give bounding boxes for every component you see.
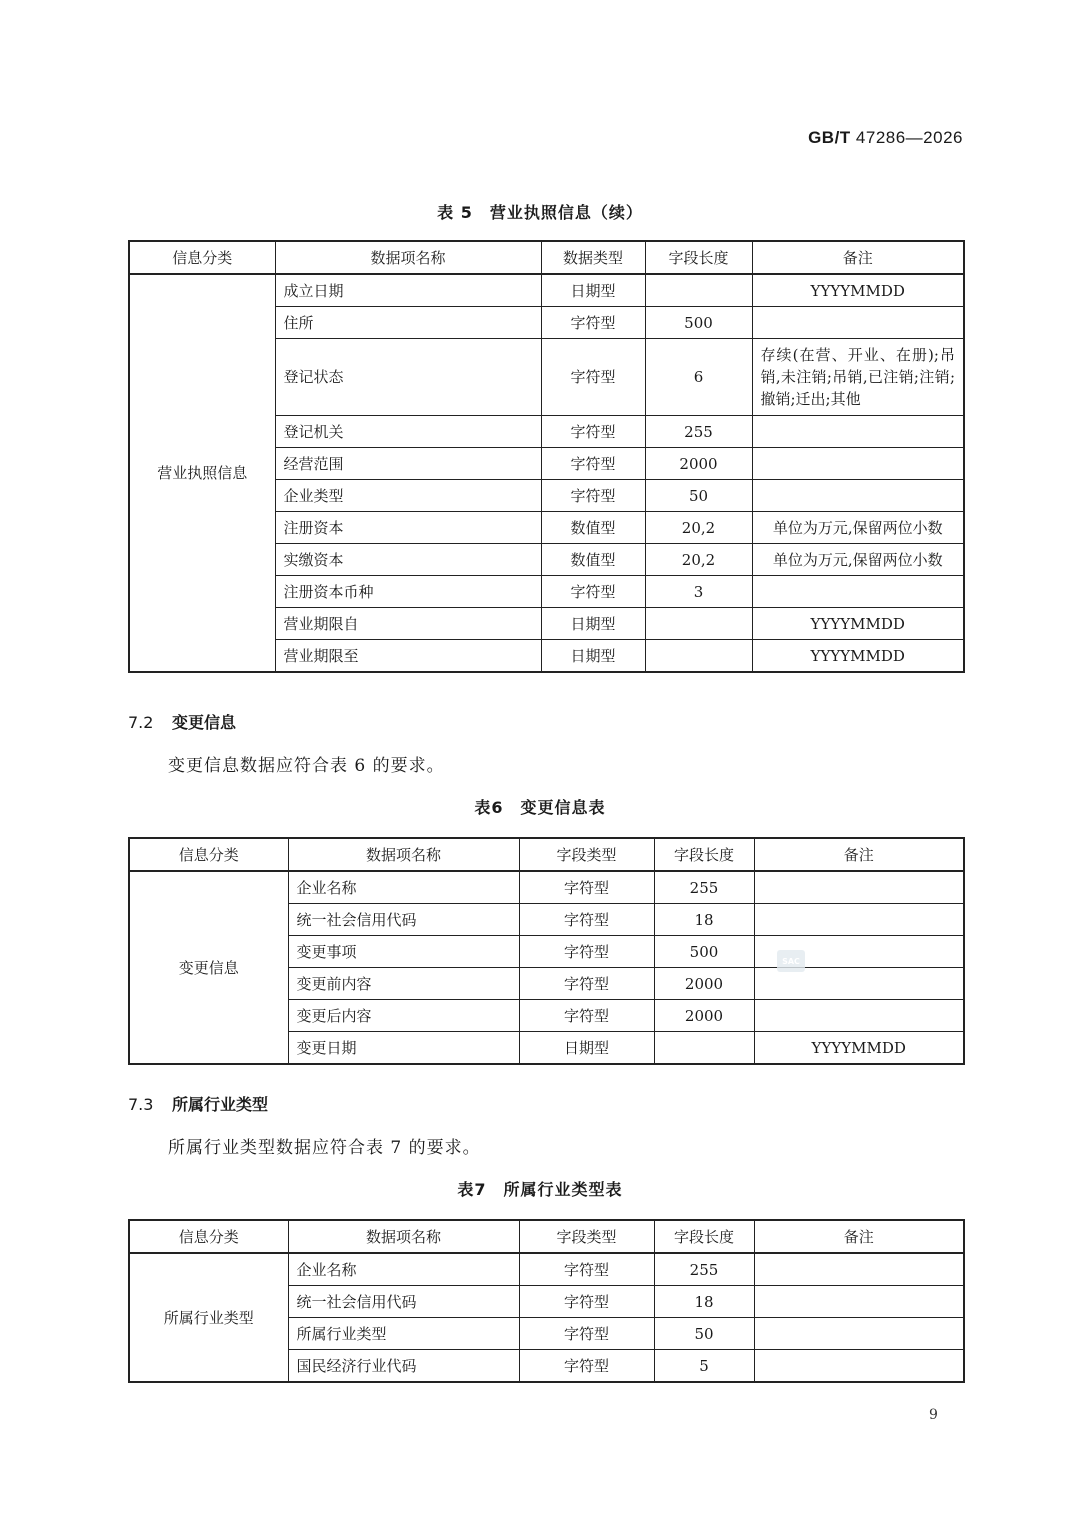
field-name: 注册资本 [275,512,541,544]
field-length: 6 [645,339,752,416]
table-row [129,1253,964,1286]
field-name: 变更后内容 [288,1000,519,1032]
field-name: 登记机关 [275,416,541,448]
table7-header-type: 字段类型 [519,1220,654,1253]
field-length: 500 [654,936,754,968]
field-note: 单位为万元,保留两位小数 [752,544,964,576]
field-note: 单位为万元,保留两位小数 [752,512,964,544]
field-name: 企业类型 [275,480,541,512]
field-name: 统一社会信用代码 [288,904,519,936]
field-name: 企业名称 [288,871,519,904]
field-type: 字符型 [519,1286,654,1318]
field-note [754,871,964,904]
field-type: 字符型 [541,480,645,512]
field-length: 255 [654,1253,754,1286]
field-name: 实缴资本 [275,544,541,576]
field-length: 3 [645,576,752,608]
field-type: 字符型 [519,936,654,968]
field-type: 日期型 [541,608,645,640]
field-name: 登记状态 [275,339,541,416]
field-length [645,640,752,673]
section-number: 7.3 [128,1095,154,1114]
field-name: 变更事项 [288,936,519,968]
page-number: 9 [929,1407,938,1423]
field-length: 500 [645,307,752,339]
table6-caption: 表6 变更信息表 [474,798,606,817]
sac-watermark-logo: SAC [777,950,805,972]
table7 [128,1219,965,1383]
field-type: 日期型 [541,640,645,673]
standard-number: 47286—2026 [855,128,963,147]
field-note: YYYYMMDD [754,1032,964,1065]
field-note: 存续(在营、开业、在册);吊销,未注销;吊销,已注销;注销;撤销;迁出;其他 [752,339,964,416]
field-name: 成立日期 [275,274,541,307]
field-name: 变更前内容 [288,968,519,1000]
section-heading-7-2 [128,710,236,733]
field-note [754,1253,964,1286]
field-type: 字符型 [519,871,654,904]
field-type: 字符型 [541,339,645,416]
table-row [129,274,964,307]
field-length: 255 [654,871,754,904]
field-note [754,1000,964,1032]
field-length: 18 [654,1286,754,1318]
table6-category: 变更信息 [129,871,288,1064]
section-7-3-body: 所属行业类型数据应符合表 7 的要求。 [168,1138,481,1158]
field-note: YYYYMMDD [752,640,964,673]
table6-header-note: 备注 [754,838,964,871]
table7-header-length: 字段长度 [654,1220,754,1253]
table7-category: 所属行业类型 [129,1253,288,1382]
field-length: 2000 [654,968,754,1000]
field-note [752,576,964,608]
field-length: 255 [645,416,752,448]
field-type: 字符型 [541,448,645,480]
table5-caption: 表 5 营业执照信息（续） [437,203,643,222]
field-note [754,968,964,1000]
table5-category: 营业执照信息 [129,274,275,672]
table6-header-row [129,838,964,871]
table6-header-length: 字段长度 [654,838,754,871]
field-length: 2000 [645,448,752,480]
field-note [752,480,964,512]
field-name: 国民经济行业代码 [288,1350,519,1383]
field-type: 字符型 [519,968,654,1000]
field-length: 5 [654,1350,754,1383]
table6-header-category: 信息分类 [129,838,288,871]
table6-header-name: 数据项名称 [288,838,519,871]
table5-header-name: 数据项名称 [275,241,541,274]
table6-header-type: 字段类型 [519,838,654,871]
field-type: 字符型 [519,1253,654,1286]
section-title: 变更信息 [172,713,237,732]
table5-header-row [129,241,964,274]
field-name: 注册资本币种 [275,576,541,608]
field-note: YYYYMMDD [752,274,964,307]
field-name: 统一社会信用代码 [288,1286,519,1318]
field-length [654,1032,754,1065]
field-note [752,448,964,480]
standard-code [808,128,963,148]
field-note [752,416,964,448]
section-title: 所属行业类型 [172,1095,269,1114]
field-note [754,1286,964,1318]
field-length [645,608,752,640]
table5-header-note: 备注 [752,241,964,274]
table7-header-note: 备注 [754,1220,964,1253]
field-length: 18 [654,904,754,936]
field-length [645,274,752,307]
field-name: 企业名称 [288,1253,519,1286]
table-row [129,871,964,904]
field-length: 50 [654,1318,754,1350]
field-type: 字符型 [541,307,645,339]
field-note [754,904,964,936]
field-note [752,307,964,339]
section-heading-7-3 [128,1092,268,1115]
field-length: 20,2 [645,512,752,544]
field-name: 经营范围 [275,448,541,480]
table7-header-name: 数据项名称 [288,1220,519,1253]
field-name: 变更日期 [288,1032,519,1065]
section-number: 7.2 [128,713,154,732]
table5-header-type: 数据类型 [541,241,645,274]
field-type: 字符型 [519,1350,654,1383]
field-name: 住所 [275,307,541,339]
table6 [128,837,965,1065]
table5-header-length: 字段长度 [645,241,752,274]
field-name: 营业期限至 [275,640,541,673]
field-type: 数值型 [541,544,645,576]
field-name: 营业期限自 [275,608,541,640]
field-type: 日期型 [519,1032,654,1065]
table7-caption: 表7 所属行业类型表 [457,1180,623,1199]
field-note: YYYYMMDD [752,608,964,640]
field-note [754,1318,964,1350]
field-length: 20,2 [645,544,752,576]
section-7-2-body: 变更信息数据应符合表 6 的要求。 [168,756,445,776]
field-type: 日期型 [541,274,645,307]
field-note [754,1350,964,1383]
field-type: 字符型 [541,416,645,448]
field-length: 50 [645,480,752,512]
field-type: 数值型 [541,512,645,544]
field-length: 2000 [654,1000,754,1032]
table7-header-category: 信息分类 [129,1220,288,1253]
field-type: 字符型 [519,1000,654,1032]
standard-prefix: GB/T [808,128,851,147]
field-type: 字符型 [519,904,654,936]
field-name: 所属行业类型 [288,1318,519,1350]
table5-header-category: 信息分类 [129,241,275,274]
field-type: 字符型 [541,576,645,608]
field-type: 字符型 [519,1318,654,1350]
table7-header-row [129,1220,964,1253]
table5 [128,240,965,673]
